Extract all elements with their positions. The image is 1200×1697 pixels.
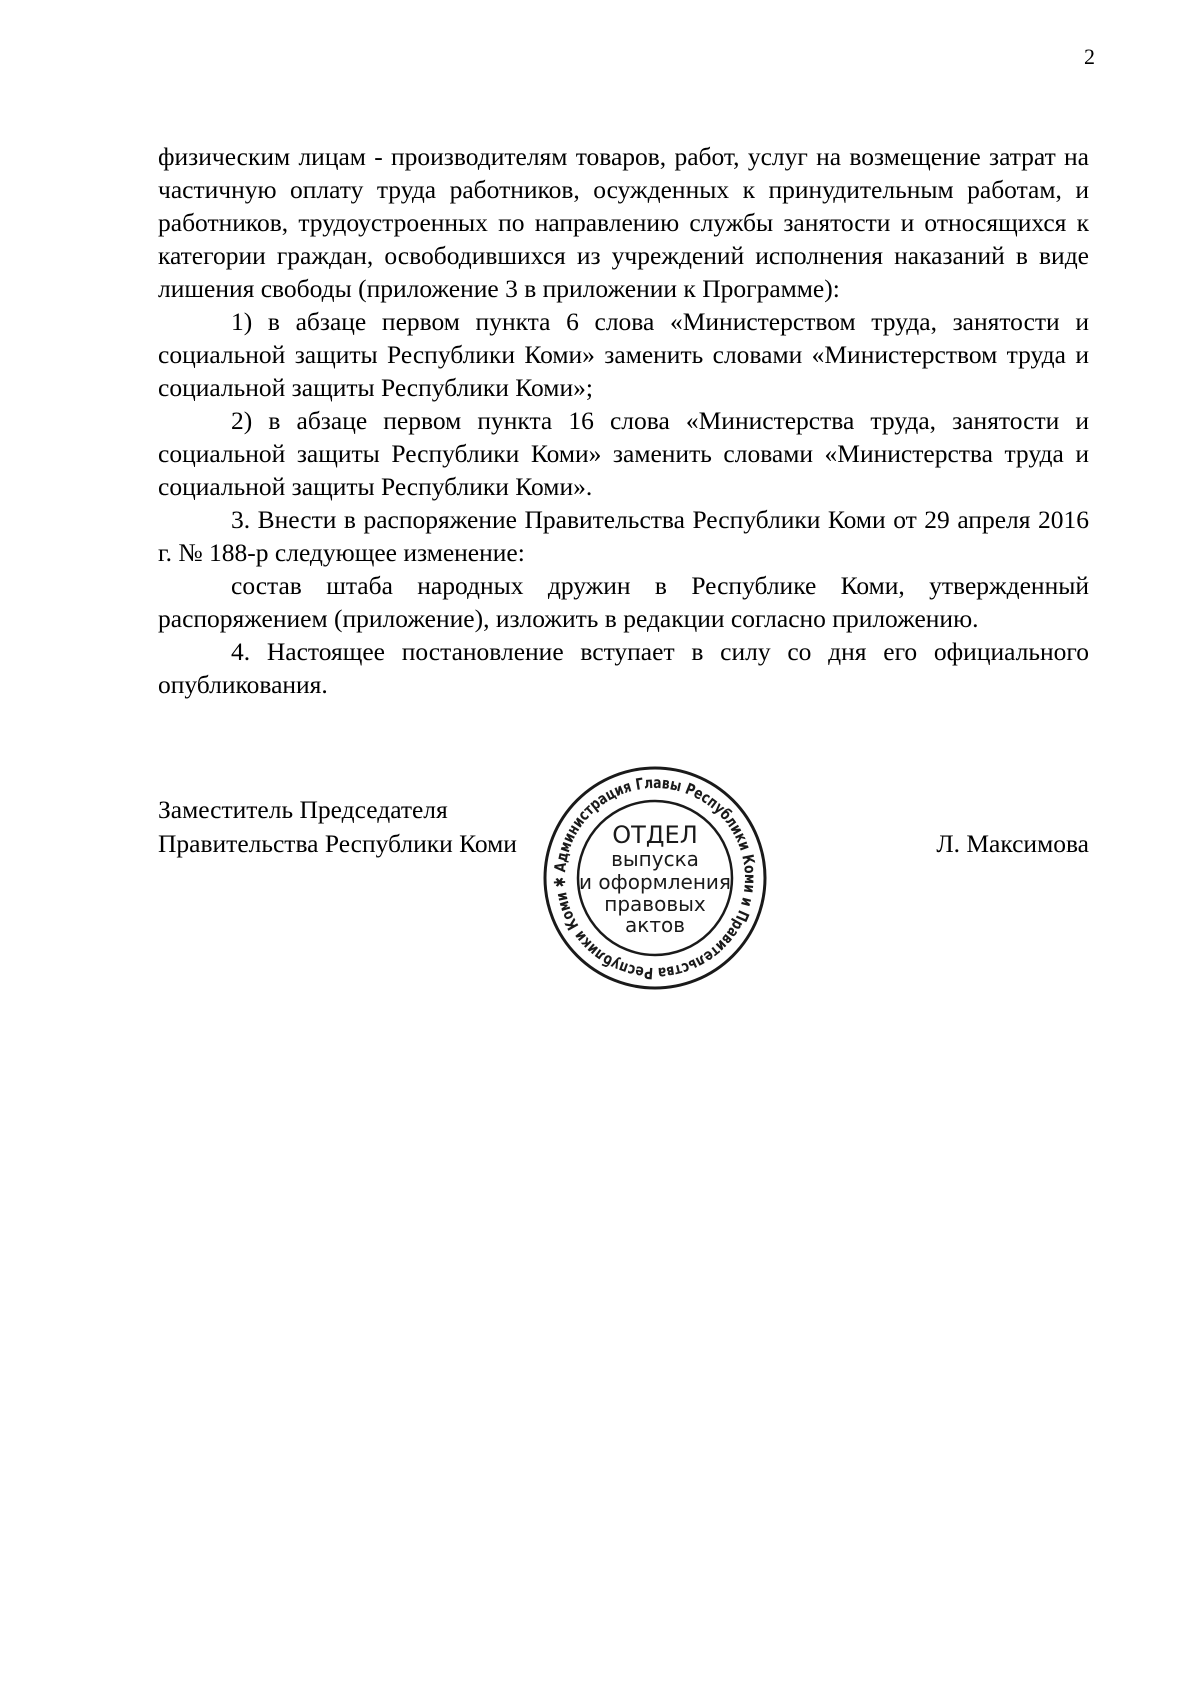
stamp-ring-text: Администрация Главы Республики Коми и Правительства Республики Коми ✱ bbox=[550, 773, 760, 983]
page-number: 2 bbox=[1084, 44, 1095, 69]
stamp-center-line-1: ОТДЕЛ bbox=[612, 821, 698, 849]
signatory-position-line-1: Заместитель Председателя bbox=[158, 795, 448, 824]
paragraph-clause-3-text: состав штаба народных дружин в Республике Коми, утвержденный распоряжением (приложение), изложить в редакции согласно приложению. bbox=[158, 571, 1089, 633]
stamp-center-line-2: выпуска bbox=[611, 847, 699, 871]
signatory-position bbox=[158, 793, 517, 861]
paragraph-clause-3: 3. Внести в распоряжение Правительства Республики Коми от 29 апреля 2016 г. № 188-р следующее изменение: bbox=[158, 505, 1089, 567]
signatory-position-line-2: Правительства Республики Коми bbox=[158, 829, 517, 858]
paragraph-item-1: 1) в абзаце первом пункта 6 слова «Министерством труда, занятости и социальной защиты Республики Коми» заменить словами «Министерством труда и социальной защиты Республики Коми»; bbox=[158, 307, 1089, 402]
paragraph-clause-4: 4. Настоящее постановление вступает в силу со дня его официального опубликования. bbox=[158, 637, 1089, 699]
paragraph-continuation: физическим лицам - производителям товаров, работ, услуг на возмещение затрат на частичную оплату труда работников, осужденных к принудительным работам, и работников, трудоустроенных по направлению службы занятости и относящихся к категории граждан, освободившихся из учреждений исполнения наказаний в виде лишения свободы (приложение 3 в приложении к Программе): bbox=[158, 142, 1089, 303]
paragraph-item-2: 2) в абзаце первом пункта 16 слова «Министерства труда, занятости и социальной защиты Республики Коми» заменить словами «Министерства труда и социальной защиты Республики Коми». bbox=[158, 406, 1089, 501]
stamp-center-text bbox=[579, 821, 731, 937]
signatory-name: Л. Максимова bbox=[936, 829, 1089, 858]
stamp-center-line-5: актов bbox=[624, 913, 686, 937]
official-stamp bbox=[540, 763, 770, 993]
stamp-center-line-4: правовых bbox=[604, 892, 706, 916]
document-body bbox=[158, 140, 1089, 701]
stamp-center-line-3: и оформления bbox=[579, 870, 731, 894]
